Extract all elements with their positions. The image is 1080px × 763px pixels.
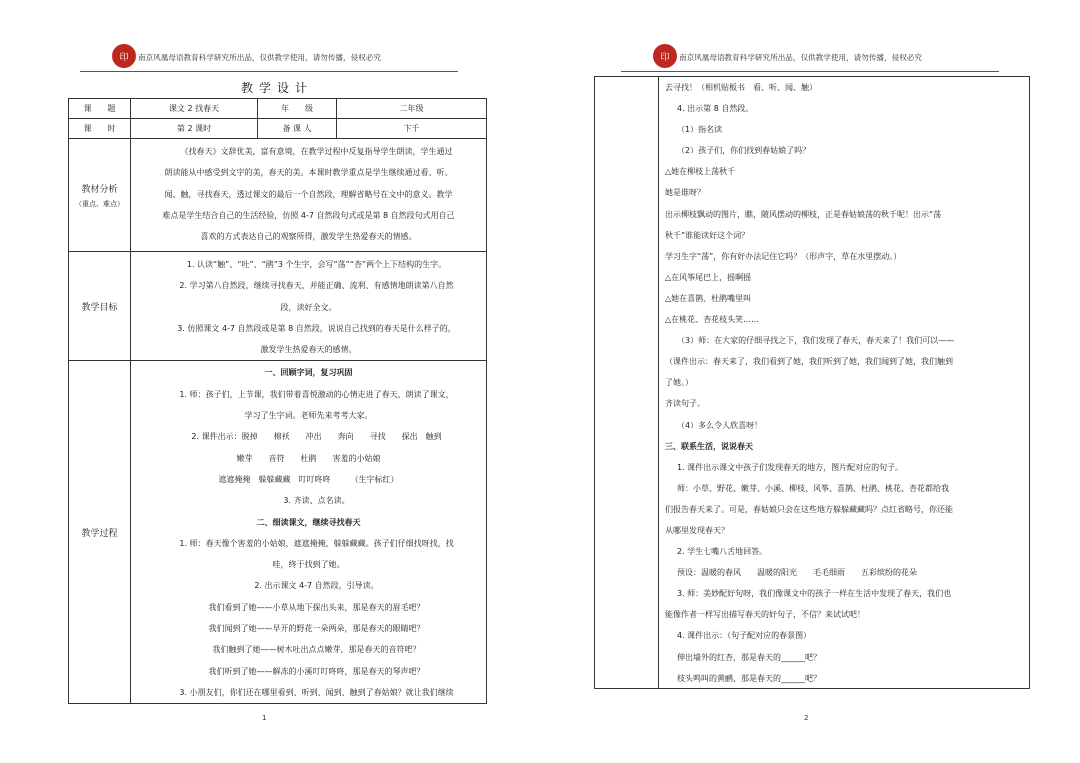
grade-value: 二年级 [337, 99, 487, 119]
section-heading: 一、回顾字词，复习巩固 [264, 368, 353, 378]
process-line: 能像作者一样写出描写春天的好句子，不信？来试试吧！ [665, 610, 865, 620]
process-continued-content [665, 77, 1023, 689]
goal-line: 3. 仿照课文 4-7 自然段或是第 8 自然段，说说自己找到的春天是什么样子的， [177, 323, 456, 333]
process-line: （课件出示：春天来了，我们看到了她，我们听到了她，我们闻到了她，我们触到 [665, 357, 953, 367]
process-line: 2. 学生七嘴八舌地回答。 [677, 547, 768, 557]
process-line: 师：小草、野花、嫩芽、小溪、柳枝、风筝、喜鹊、杜鹃、桃花、杏花都给我 [677, 483, 949, 493]
process-line: 我们闻到了她——早开的野花一朵两朵，那是春天的眼睛吧？ [208, 624, 425, 634]
process-line: 3. 小朋友们，你们还在哪里看到、听到、闻到、触到了春姑娘？就让我们继续 [179, 687, 454, 697]
analysis-line: 朗读能从中感受到文字的美，春天的美。本课时教学重点是学生继续通过看、听、 [164, 168, 453, 178]
goal-line: 2. 学习第八自然段，继续寻找春天，并能正确、流利、有感情地朗读第八自然 [179, 281, 454, 291]
process-line: 4. 课件出示：（句子配对应的春景图） [677, 631, 812, 641]
process-line: 嫩芽 音符 杜鹃 害羞的小姑娘 [236, 453, 381, 463]
goals-content [131, 252, 487, 361]
process-line: 3. 师：美妙配好句呀，我们像课文中的孩子一样在生活中发现了春天，我们也 [677, 589, 952, 599]
process-line: 枝头鸣叫的黄鹂，那是春天的______吧？ [677, 673, 821, 683]
process-line: △在桃花、杏花枝头笑…… [665, 315, 760, 325]
table-row [69, 361, 487, 704]
section-heading: 三、联系生活，说说春天 [665, 441, 753, 451]
page-number: 2 [804, 714, 809, 722]
analysis-sublabel: （重点、难点） [75, 199, 124, 208]
process-line: 我们听到了她——解冻的小溪叮叮咚咚，那是春天的琴声吧？ [208, 666, 425, 676]
goals-label-cell [69, 252, 131, 361]
period-label: 课 时 [69, 119, 131, 139]
process-line: 预设：温暖的春风 温暖的阳光 毛毛细雨 五彩缤纷的花朵 [677, 568, 917, 578]
analysis-label-cell [69, 139, 131, 252]
process-line: 出示柳枝飘动的图片，瞧，随风摆动的柳枝，正是春姑娘荡的秋千呢！出示“荡 [665, 209, 942, 219]
analysis-label: 教材分析 [81, 184, 118, 195]
process-line: 我们看到了她——小草从地下探出头来，那是春天的眉毛吧？ [208, 602, 425, 612]
process-line: 们报告春天来了。可是，春姑娘只会在这些地方躲躲藏藏吗？点红省略号，你还能 [665, 504, 953, 514]
process-line: 秋千”谁能读好这个词？ [665, 230, 750, 240]
label-column [595, 77, 659, 688]
page-header-text: 南京风凰母语教育科学研究所出品，仅供教学使用，请勿传播，侵权必究 [679, 53, 922, 62]
process-line: 2. 出示课文 4-7 自然段，引导读。 [254, 581, 379, 591]
process-line: 3. 齐读、点名读。 [283, 496, 350, 506]
table-row [69, 252, 487, 361]
process-line: （3）师：在大家的仔细寻找之下，我们发现了春天，春天来了！我们可以—— [677, 336, 955, 346]
process-content [131, 361, 487, 704]
table-row [69, 139, 487, 252]
table-row [69, 119, 487, 139]
process-line: 我们触到了她——树木吐出点点嫩芽，那是春天的音符吧？ [212, 645, 421, 655]
process-line: （1）指名读 [677, 125, 723, 135]
grade-label: 年 级 [258, 99, 337, 119]
analysis-content [131, 139, 487, 252]
preparer-value: 卞千 [337, 119, 487, 139]
lesson-plan-table [68, 98, 487, 704]
goal-line: 激发学生热爱春天的感情。 [260, 345, 357, 355]
process-line: △她在喜鹊、杜鹃嘴里叫 [665, 293, 752, 303]
process-line: △她在柳枝上荡秋千 [665, 167, 736, 177]
process-line: 1. 师：春天像个害羞的小姑娘，遮遮掩掩，躲躲藏藏。孩子们仔细找呀找，找 [179, 538, 454, 548]
goals-label: 教学目标 [81, 302, 118, 313]
process-line: 1. 师：孩子们，上节课，我们带着喜悦激动的心情走进了春天，朗读了课文， [179, 389, 454, 399]
process-line: 去寻找！（相机贴板书 看、听、闻、触） [665, 83, 817, 92]
process-label-cell [69, 361, 131, 704]
process-line: （2）孩子们，你们找到春姑娘了吗？ [677, 146, 811, 156]
analysis-line: 闻、触，寻找春天，透过课文的最后一个自然段，理解省略号在文中的意义。教学 [164, 189, 453, 199]
section-heading: 二、细读课文，继续寻找春天 [256, 517, 361, 527]
topic-label: 课 题 [69, 99, 131, 119]
analysis-line: 《找春天》文辞优美，富有意境，在教学过程中反复指导学生朗读，学生通过 [180, 147, 453, 156]
page-number: 1 [262, 714, 267, 722]
process-line: 哇，终于找到了她。 [272, 560, 345, 570]
goal-line: 1. 认读“触”、“吐”、“鹃”3 个生字，会写“荡”“杏”两个上下结构的生字。 [186, 260, 447, 269]
document-title: 教学设计 [240, 81, 313, 95]
goal-line: 段，读好全文。 [280, 302, 337, 312]
period-value: 第 2 课时 [131, 119, 258, 139]
topic-value: 课文 2 找春天 [131, 99, 258, 119]
header-divider [621, 71, 999, 72]
process-line: 了她。） [665, 378, 693, 388]
process-line: 4. 出示第 8 自然段。 [677, 104, 754, 114]
process-line: 2. 课件出示：脱掉 棉袄 冲出 奔向 寻找 探出 触到 [191, 432, 442, 442]
analysis-line: 喜欢的方式表达自己的观察所得，激发学生热爱春天的情感。 [200, 232, 417, 242]
process-line: △在风筝尾巴上，摇啊摇 [665, 272, 752, 282]
process-line: 伸出墙外的红杏，那是春天的______吧？ [677, 652, 821, 662]
header-divider [80, 71, 458, 72]
process-line: 遮遮掩掩 躲躲藏藏 叮叮咚咚 （生字标红） [218, 474, 399, 484]
process-line: 学习了生字词。老师先来考考大家。 [244, 411, 373, 421]
process-line: 1. 课件出示课文中孩子们发现春天的地方，图片配对应的句子。 [677, 462, 904, 472]
process-line: 她是谁呀？ [665, 188, 705, 198]
table-row [69, 99, 487, 119]
process-continued-table [594, 76, 1030, 689]
preparer-label: 备 课 人 [258, 119, 337, 139]
publisher-logo-icon: 印 [653, 44, 677, 68]
publisher-logo-icon: 印 [112, 44, 136, 68]
page-header-text: 南京风凰母语教育科学研究所出品，仅供教学使用，请勿传播，侵权必究 [138, 53, 381, 62]
process-line: （4）多么令人欣喜呀！ [677, 420, 763, 430]
process-line: 从哪里发现春天？ [665, 525, 729, 535]
process-label: 教学过程 [81, 528, 118, 539]
process-line: 齐读句子。 [665, 399, 705, 409]
analysis-line: 难点是学生结合自己的生活经验，仿照 4-7 自然段句式或是第 8 自然段句式用自己 [162, 210, 455, 220]
process-line: 学习生字“荡”，你有好办法记住它吗？（形声字，草在水里摆动。） [665, 251, 902, 261]
